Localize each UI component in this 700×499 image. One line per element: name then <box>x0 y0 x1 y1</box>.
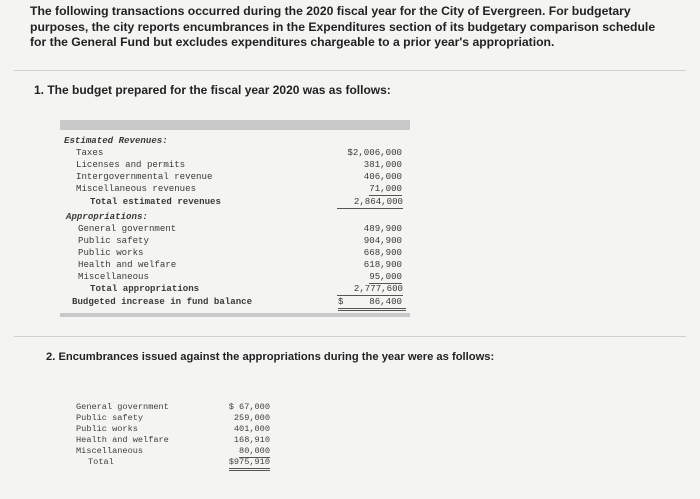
revenue-value: 406,000 <box>363 171 402 182</box>
encumbrance-total-value: $975,910 <box>229 457 270 471</box>
revenue-label: Intergovernmental revenue <box>76 171 213 182</box>
appropriations-heading: Appropriations: <box>66 211 148 222</box>
appropriation-row <box>60 271 410 283</box>
revenue-row <box>60 183 410 195</box>
revenue-value: 381,000 <box>363 159 402 170</box>
encumbrance-label: General government <box>76 402 169 412</box>
appropriation-label: General government <box>78 223 177 234</box>
encumbrance-row <box>72 435 282 446</box>
revenue-row <box>60 171 410 183</box>
appropriation-label: Miscellaneous <box>78 271 149 282</box>
revenue-label: Taxes <box>76 147 104 158</box>
encumbrance-value: $ 67,000 <box>228 402 270 412</box>
appropriation-value: 668,900 <box>363 247 402 258</box>
appropriation-row <box>60 259 410 271</box>
appropriation-label: Public works <box>78 247 144 258</box>
total-appropriations-row <box>60 283 410 295</box>
revenue-row <box>60 159 410 171</box>
appropriation-value: 489,900 <box>363 223 402 234</box>
appropriation-label: Public safety <box>78 235 149 246</box>
revenue-row <box>60 147 410 159</box>
encumbrance-label: Public works <box>76 424 138 434</box>
encumbrance-value: 168,910 <box>233 435 270 445</box>
section-divider <box>14 70 686 71</box>
total-revenues-label: Total estimated revenues <box>90 196 221 207</box>
revenue-label: Miscellaneous revenues <box>76 183 197 194</box>
fund-balance-dollar: $ <box>338 296 406 311</box>
total-revenues-value: 2,864,000 <box>337 196 403 209</box>
appropriation-row <box>60 223 410 235</box>
appropriation-value: 95,000 <box>369 271 402 284</box>
encumbrance-row <box>72 446 282 457</box>
table-top-bar <box>60 120 410 130</box>
total-revenues-row <box>60 196 410 208</box>
revenue-label: Licenses and permits <box>76 159 186 170</box>
appropriation-value: 904,900 <box>363 235 402 246</box>
encumbrances-table <box>72 400 282 470</box>
appropriation-row <box>60 235 410 247</box>
encumbrance-value: 259,000 <box>233 413 270 423</box>
question-1: 1. The budget prepared for the fiscal year 2020 was as follows: <box>34 83 391 97</box>
revenue-value: 71,000 <box>369 183 402 196</box>
encumbrance-label: Health and welfare <box>76 435 169 445</box>
table-bottom-bar <box>60 313 410 317</box>
appropriations-heading-row <box>60 211 410 223</box>
encumbrance-total-row <box>72 457 282 468</box>
total-appropriations-label: Total appropriations <box>90 283 200 294</box>
fund-balance-value: 86,400 <box>369 296 402 307</box>
encumbrance-value: 80,000 <box>239 446 270 456</box>
total-appropriations-value: 2,777,600 <box>337 283 403 296</box>
appropriation-row <box>60 247 410 259</box>
encumbrance-value: 401,000 <box>233 424 270 434</box>
encumbrance-label: Miscellaneous <box>76 446 144 456</box>
encumbrance-row <box>72 424 282 435</box>
appropriation-label: Health and welfare <box>78 259 177 270</box>
estimated-revenues-heading: Estimated Revenues: <box>64 135 168 146</box>
fund-balance-row <box>60 296 410 308</box>
encumbrance-row <box>72 413 282 424</box>
encumbrance-label: Public safety <box>76 413 144 423</box>
section-divider <box>14 336 686 337</box>
intro-paragraph: The following transactions occurred during the 2020 fiscal year for the City of Evergreen. For budgetary purposes, the city reports encumbrances in the Expenditures section of its budgetary comparison schedule for the General Fund but excludes expenditures chargeable to a prior year's appropriation. <box>30 4 656 49</box>
appropriation-value: 618,900 <box>363 259 402 270</box>
question-2: 2. Encumbrances issued against the appropriations during the year were as follows: <box>46 351 495 363</box>
fund-balance-label: Budgeted increase in fund balance <box>72 296 253 307</box>
encumbrance-total-label: Total <box>88 457 114 467</box>
budget-table <box>60 120 410 320</box>
estimated-revenues-heading-row <box>60 135 410 147</box>
encumbrance-row <box>72 402 282 413</box>
revenue-value: $2,006,000 <box>347 147 402 158</box>
